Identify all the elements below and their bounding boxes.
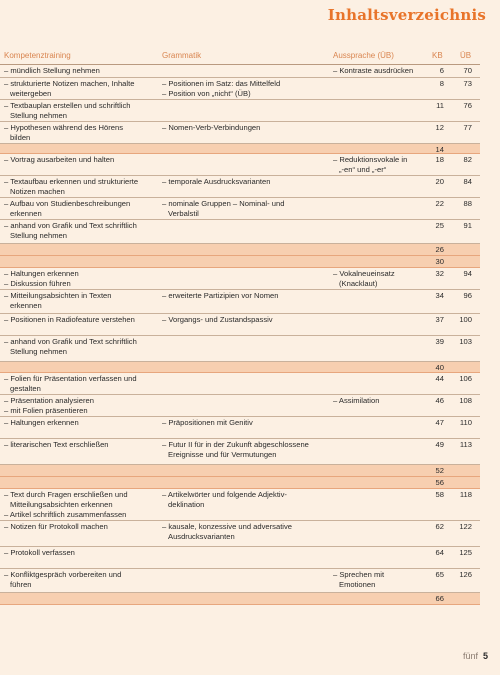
table-row: [0, 336, 480, 362]
kb-page-cell: 22: [435, 199, 444, 208]
kb-page-cell: 52: [435, 466, 444, 475]
cell-line: gestalten: [10, 384, 41, 393]
cell-line: – Notizen für Protokoll machen: [4, 522, 108, 531]
ub-page-cell: 76: [463, 101, 472, 110]
grammatik-cell: [162, 522, 327, 542]
kb-page-cell: 34: [435, 291, 444, 300]
kompetenz-cell: [4, 337, 152, 357]
section-divider-row: [0, 477, 480, 489]
table-row: [0, 439, 480, 465]
ub-page-cell: 70: [463, 66, 472, 75]
table-row: [0, 78, 480, 100]
kb-page-cell: 30: [435, 257, 444, 266]
kb-page-cell: 62: [435, 522, 444, 531]
ub-page-cell: 110: [459, 418, 472, 427]
kompetenz-cell: [4, 291, 152, 311]
ub-page-cell: 100: [459, 315, 472, 324]
cell-line: – Positionen im Satz: das Mittelfeld: [162, 79, 281, 88]
cell-line: – Futur II für in der Zukunft abgeschlossene: [162, 440, 309, 449]
cell-line: – Artikelwörter und folgende Adjektiv-: [162, 490, 287, 499]
kompetenz-cell: [4, 418, 152, 428]
grammatik-cell: [162, 199, 327, 219]
cell-line: – temporale Ausdrucksvarianten: [162, 177, 271, 186]
table-row: [0, 314, 480, 336]
cell-line: – Position von „nicht“ (ÜB): [162, 89, 251, 98]
cell-line: – Präsentation analysieren: [4, 396, 94, 405]
table-row: [0, 547, 480, 569]
cell-line: Emotionen: [339, 580, 376, 589]
ub-page-cell: 82: [463, 155, 472, 164]
grammatik-cell: [162, 291, 327, 301]
kb-page-cell: 32: [435, 269, 444, 278]
grammatik-cell: [162, 418, 327, 428]
kompetenz-cell: [4, 396, 152, 416]
kompetenz-cell: [4, 269, 152, 289]
cell-line: – Präpositionen mit Genitiv: [162, 418, 253, 427]
ub-page-cell: 96: [463, 291, 472, 300]
cell-line: – Haltungen erkennen: [4, 418, 79, 427]
kb-page-cell: 44: [435, 374, 444, 383]
kompetenz-cell: [4, 66, 152, 76]
cell-line: erkennen: [10, 209, 42, 218]
kb-page-cell: 14: [435, 145, 444, 154]
cell-line: Notizen machen: [10, 187, 65, 196]
kb-page-cell: 49: [435, 440, 444, 449]
cell-line: – Diskussion führen: [4, 279, 71, 288]
table-row: [0, 100, 480, 122]
kb-page-cell: 25: [435, 221, 444, 230]
aussprache-cell: [333, 396, 417, 406]
cell-line: Verbalstil: [168, 209, 199, 218]
cell-line: – anhand von Grafik und Text schriftlich: [4, 337, 137, 346]
grammatik-cell: [162, 315, 327, 325]
cell-line: erkennen: [10, 301, 42, 310]
cell-line: Stellung nehmen: [10, 111, 67, 120]
cell-line: – Vortrag ausarbeiten und halten: [4, 155, 115, 164]
kompetenz-cell: [4, 548, 152, 558]
cell-line: – Sprechen mit: [333, 570, 385, 579]
cell-line: „-en“ und „-er“: [339, 165, 387, 174]
cell-line: – strukturierte Notizen machen, Inhalte: [4, 79, 135, 88]
aussprache-cell: [333, 66, 417, 76]
kb-page-cell: 58: [435, 490, 444, 499]
kompetenz-cell: [4, 199, 152, 219]
kb-page-cell: 18: [435, 155, 444, 164]
column-header-kompetenz: Kompetenztraining: [4, 51, 71, 60]
ub-page-cell: 103: [459, 337, 472, 346]
table-row: [0, 154, 480, 176]
cell-line: – Kontraste ausdrücken: [333, 66, 414, 75]
table-row: [0, 65, 480, 78]
ub-page-cell: 88: [463, 199, 472, 208]
cell-line: – Textaufbau erkennen und strukturierte: [4, 177, 139, 186]
cell-line: – Textbauplan erstellen und schriftlich: [4, 101, 131, 110]
kb-page-cell: 26: [435, 245, 444, 254]
column-header-grammatik: Grammatik: [162, 51, 202, 60]
ub-page-cell: 113: [459, 440, 472, 449]
cell-line: deklination: [168, 500, 205, 509]
cell-line: Mitteilungsabsichten erkennen: [10, 500, 113, 509]
table-row: [0, 417, 480, 439]
section-divider-row: [0, 256, 480, 268]
cell-line: – kausale, konzessive und adversative: [162, 522, 293, 531]
kb-page-cell: 11: [436, 101, 444, 110]
grammatik-cell: [162, 123, 327, 133]
section-divider-row: [0, 465, 480, 477]
cell-line: – Reduktionsvokale in: [333, 155, 408, 164]
column-header-aussprache: Aussprache (ÜB): [333, 51, 394, 60]
cell-line: – anhand von Grafik und Text schriftlich: [4, 221, 137, 230]
ub-page-cell: 108: [459, 396, 472, 405]
cell-line: Stellung nehmen: [10, 231, 67, 240]
cell-line: – Haltungen erkennen: [4, 269, 79, 278]
cell-line: – Konfliktgespräch vorbereiten und: [4, 570, 122, 579]
kompetenz-cell: [4, 315, 152, 325]
table-row: [0, 290, 480, 314]
cell-line: – Vokalneueinsatz: [333, 269, 395, 278]
grammatik-cell: [162, 490, 327, 510]
contents-table: [0, 65, 480, 605]
kb-page-cell: 56: [435, 478, 444, 487]
kb-page-cell: 40: [435, 363, 444, 372]
section-divider-row: [0, 244, 480, 256]
page-footer: [463, 651, 488, 661]
ub-page-cell: 84: [463, 177, 472, 186]
kompetenz-cell: [4, 374, 152, 394]
kb-page-cell: 37: [435, 315, 444, 324]
ub-page-cell: 77: [463, 123, 472, 132]
column-header-ub: ÜB: [460, 51, 472, 60]
table-row: [0, 489, 480, 521]
ub-page-cell: 118: [459, 490, 472, 499]
table-row: [0, 569, 480, 593]
cell-line: Ereignisse und für Vermutungen: [168, 450, 277, 459]
kb-page-cell: 66: [435, 594, 444, 603]
kompetenz-cell: [4, 522, 152, 532]
grammatik-cell: [162, 440, 327, 460]
table-row: [0, 395, 480, 417]
kb-page-cell: 39: [435, 337, 444, 346]
table-row: [0, 373, 480, 395]
cell-line: – Hypothesen während des Hörens: [4, 123, 124, 132]
section-divider-row: [0, 593, 480, 605]
kompetenz-cell: [4, 570, 152, 590]
cell-line: – Assimilation: [333, 396, 380, 405]
kb-page-cell: 12: [435, 123, 444, 132]
cell-line: – Folien für Präsentation verfassen und: [4, 374, 137, 383]
kompetenz-cell: [4, 101, 152, 121]
kb-page-cell: 65: [435, 570, 444, 579]
cell-line: – Vorgangs- und Zustandspassiv: [162, 315, 273, 324]
kb-page-cell: 47: [435, 418, 444, 427]
kompetenz-cell: [4, 177, 152, 197]
table-row: [0, 268, 480, 290]
kompetenz-cell: [4, 155, 152, 165]
cell-line: Ausdrucksvarianten: [168, 532, 235, 541]
aussprache-cell: [333, 570, 417, 590]
kb-page-cell: 46: [435, 396, 444, 405]
kompetenz-cell: [4, 221, 152, 241]
aussprache-cell: [333, 155, 417, 175]
cell-line: – Protokoll verfassen: [4, 548, 75, 557]
table-row: [0, 176, 480, 198]
section-divider-row: [0, 362, 480, 373]
cell-line: Stellung nehmen: [10, 347, 67, 356]
ub-page-cell: 91: [463, 221, 472, 230]
kompetenz-cell: [4, 79, 152, 99]
kompetenz-cell: [4, 490, 152, 520]
cell-line: – Text durch Fragen erschließen und: [4, 490, 128, 499]
page-title: Inhaltsverzeichnis: [327, 6, 486, 24]
cell-line: – literarischen Text erschließen: [4, 440, 109, 449]
cell-line: – erweiterte Partizipien vor Nomen: [162, 291, 279, 300]
grammatik-cell: [162, 79, 327, 99]
ub-page-cell: 73: [463, 79, 472, 88]
ub-page-cell: 122: [459, 522, 472, 531]
ub-page-cell: 94: [463, 269, 472, 278]
kb-page-cell: 8: [439, 79, 444, 88]
cell-line: – mündlich Stellung nehmen: [4, 66, 100, 75]
column-header-kb: KB: [432, 51, 443, 60]
cell-line: – mit Folien präsentieren: [4, 406, 88, 415]
ub-page-cell: 125: [459, 548, 472, 557]
cell-line: – Artikel schriftlich zusammenfassen: [4, 510, 127, 519]
grammatik-cell: [162, 177, 327, 187]
page-number-word: fünf: [462, 651, 478, 661]
kb-page-cell: 64: [435, 548, 444, 557]
cell-line: (Knacklaut): [339, 279, 378, 288]
cell-line: – nominale Gruppen – Nominal- und: [162, 199, 285, 208]
cell-line: weitergeben: [10, 89, 52, 98]
kompetenz-cell: [4, 123, 152, 143]
table-row: [0, 220, 480, 244]
cell-line: führen: [10, 580, 32, 589]
kompetenz-cell: [4, 440, 152, 450]
cell-line: bilden: [10, 133, 31, 142]
ub-page-cell: 106: [459, 374, 472, 383]
section-divider-row: [0, 144, 480, 154]
aussprache-cell: [333, 269, 417, 289]
cell-line: – Aufbau von Studienbeschreibungen: [4, 199, 131, 208]
table-row: [0, 521, 480, 547]
cell-line: – Nomen-Verb-Verbindungen: [162, 123, 261, 132]
ub-page-cell: 126: [459, 570, 472, 579]
page-number: 5: [482, 651, 488, 661]
table-row: [0, 122, 480, 144]
table-header: [0, 48, 480, 62]
cell-line: – Positionen in Radiofeature verstehen: [4, 315, 135, 324]
table-row: [0, 198, 480, 220]
kb-page-cell: 20: [435, 177, 444, 186]
kb-page-cell: 6: [439, 66, 444, 75]
cell-line: – Mitteilungsabsichten in Texten: [4, 291, 112, 300]
